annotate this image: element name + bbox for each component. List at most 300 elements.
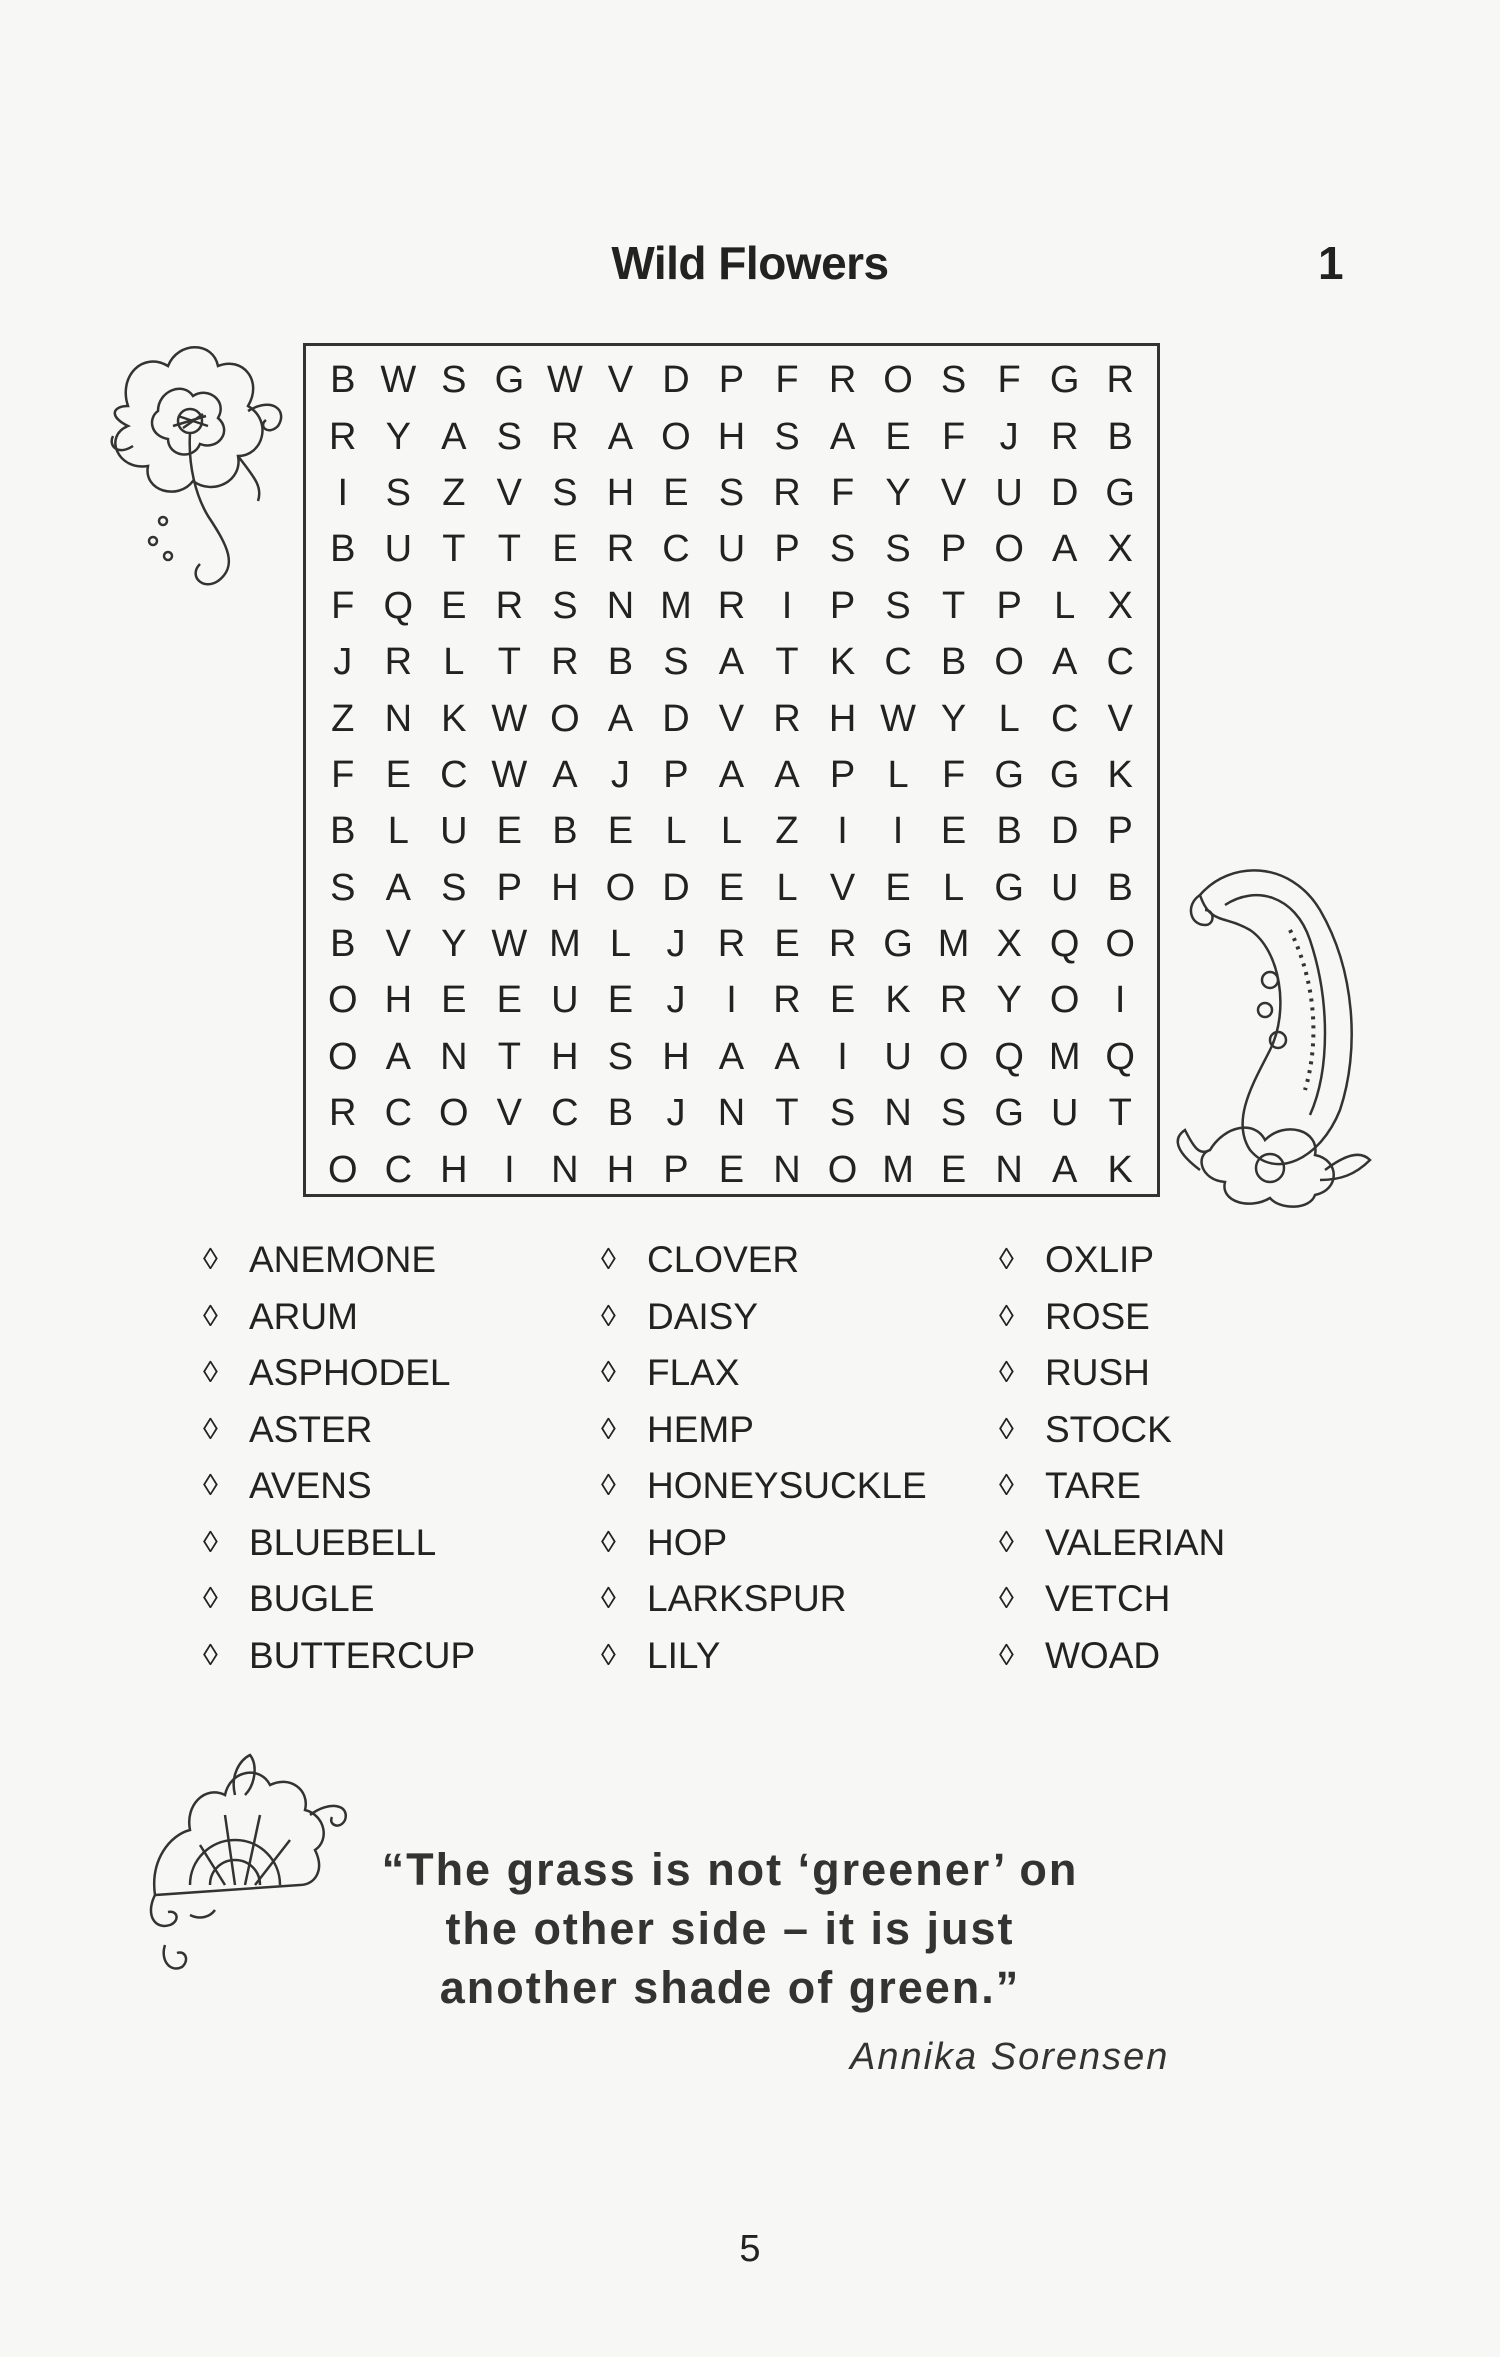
grid-cell[interactable]: S	[441, 866, 467, 909]
grid-cell[interactable]: M	[660, 584, 692, 627]
grid-cell[interactable]: O	[327, 1035, 358, 1078]
grid-cell[interactable]: O	[327, 1148, 358, 1191]
grid-cell[interactable]: U	[884, 1035, 912, 1078]
grid-cell[interactable]: J	[666, 1092, 686, 1135]
grid-cell[interactable]: E	[441, 584, 467, 627]
grid-row	[315, 465, 1148, 521]
grid-cell[interactable]: R	[717, 923, 746, 966]
grid-cell[interactable]: A	[774, 753, 800, 796]
grid-cell[interactable]: P	[829, 584, 856, 627]
grid-cell[interactable]: B	[552, 810, 578, 853]
word-label: LILY	[647, 1634, 721, 1676]
grid-cell[interactable]: D	[1050, 471, 1079, 514]
grid-cell[interactable]: O	[883, 359, 913, 402]
grid-cell[interactable]: H	[717, 415, 746, 458]
grid-cell[interactable]: O	[1049, 979, 1080, 1022]
paisley-flower-icon	[1170, 850, 1380, 1210]
grid-cell[interactable]: A	[829, 415, 856, 458]
diamond-bullet-icon: ◊	[601, 1299, 616, 1333]
grid-cell[interactable]: O	[661, 415, 691, 458]
grid-cell[interactable]: R	[1050, 415, 1079, 458]
grid-cell[interactable]: O	[439, 1092, 469, 1135]
grid-cell[interactable]: M	[1048, 1035, 1081, 1078]
grid-cell[interactable]: G	[1049, 753, 1080, 796]
grid-cell[interactable]: K	[1107, 753, 1133, 796]
word-label: ARUM	[249, 1295, 358, 1337]
grid-cell[interactable]: R	[773, 979, 801, 1022]
grid-cell[interactable]: C	[551, 1092, 579, 1135]
word-label: VALERIAN	[1045, 1521, 1226, 1563]
word-label: HOP	[647, 1521, 728, 1563]
grid-cell[interactable]: T	[497, 641, 521, 684]
grid-cell[interactable]: I	[837, 1035, 848, 1078]
grid-cell[interactable]: T	[775, 641, 799, 684]
word-label: HEMP	[647, 1408, 754, 1450]
word-label: BUGLE	[249, 1578, 375, 1620]
word-label: TARE	[1045, 1465, 1141, 1507]
grid-cell[interactable]: O	[994, 528, 1024, 571]
grid-cell[interactable]: Y	[940, 697, 967, 740]
grid-cell[interactable]: L	[443, 641, 465, 684]
grid-cell[interactable]: R	[1106, 359, 1134, 402]
grid-cell[interactable]: O	[605, 866, 636, 909]
diamond-bullet-icon: ◊	[601, 1525, 616, 1559]
grid-cell[interactable]: F	[997, 359, 1021, 402]
word-label: BLUEBELL	[249, 1521, 437, 1563]
grid-cell[interactable]: Q	[994, 1035, 1024, 1078]
grid-cell[interactable]: A	[1051, 641, 1078, 684]
grid-cell[interactable]: W	[546, 359, 583, 402]
word-label: CLOVER	[647, 1239, 800, 1281]
grid-cell[interactable]: S	[552, 584, 578, 627]
grid-cell[interactable]: S	[829, 528, 856, 571]
word-list	[203, 1232, 1303, 1692]
grid-cell[interactable]: X	[1107, 584, 1133, 627]
grid-cell[interactable]: Y	[441, 923, 467, 966]
grid-cell[interactable]: I	[337, 471, 349, 514]
grid-cell[interactable]: K	[885, 979, 911, 1022]
grid-cell[interactable]: H	[384, 979, 413, 1022]
grid-cell[interactable]: N	[440, 1035, 468, 1078]
word-label: OXLIP	[1045, 1239, 1154, 1281]
grid-cell[interactable]: T	[1108, 1092, 1132, 1135]
grid-cell[interactable]: P	[718, 359, 745, 402]
grid-cell[interactable]: S	[718, 471, 745, 514]
grid-cell[interactable]: H	[662, 1035, 690, 1078]
grid-cell[interactable]: O	[1105, 923, 1135, 966]
grid-cell[interactable]: S	[552, 471, 578, 514]
grid-cell[interactable]: Z	[775, 810, 799, 853]
grid-cell[interactable]: R	[828, 359, 857, 402]
grid-cell[interactable]: S	[829, 1092, 856, 1135]
word-list-item	[601, 1515, 927, 1572]
word-list-item	[601, 1232, 927, 1289]
grid-cell[interactable]: F	[331, 753, 355, 796]
diamond-bullet-icon: ◊	[601, 1582, 616, 1616]
grid-cell[interactable]: M	[882, 1148, 914, 1191]
grid-cell[interactable]: Z	[331, 697, 355, 740]
grid-cell[interactable]: R	[717, 584, 746, 627]
grid-cell[interactable]: U	[551, 979, 579, 1022]
grid-cell[interactable]: K	[441, 697, 467, 740]
grid-cell[interactable]: E	[885, 866, 911, 909]
henna-flower-icon	[88, 336, 298, 606]
grid-cell[interactable]: A	[718, 1035, 745, 1078]
grid-cell[interactable]: E	[496, 979, 523, 1022]
grid-cell[interactable]: L	[943, 866, 965, 909]
grid-cell[interactable]: F	[830, 471, 855, 514]
grid-cell[interactable]: B	[996, 810, 1022, 853]
grid-cell[interactable]: U	[440, 810, 468, 853]
word-list-item	[203, 1289, 475, 1346]
grid-cell[interactable]: N	[717, 1092, 746, 1135]
grid-cell[interactable]: K	[829, 641, 856, 684]
grid-cell[interactable]: R	[828, 923, 857, 966]
grid-cell[interactable]: D	[662, 866, 690, 909]
grid-cell[interactable]: E	[718, 866, 745, 909]
grid-cell[interactable]: A	[441, 415, 467, 458]
grid-cell[interactable]: E	[607, 810, 634, 853]
quote-line: the other side – it is just	[445, 1903, 1015, 1954]
grid-cell[interactable]: E	[885, 415, 911, 458]
grid-row	[315, 578, 1148, 634]
grid-cell[interactable]: U	[1050, 866, 1079, 909]
grid-cell[interactable]: L	[1054, 584, 1076, 627]
grid-cell[interactable]: H	[551, 1035, 579, 1078]
page-title: Wild Flowers	[611, 237, 889, 289]
grid-cell[interactable]: R	[773, 471, 801, 514]
word-label: ASPHODEL	[249, 1352, 451, 1394]
grid-cell[interactable]: Z	[442, 471, 466, 514]
grid-cell[interactable]: B	[1107, 415, 1133, 458]
grid-cell[interactable]: D	[662, 697, 690, 740]
grid-cell[interactable]: H	[440, 1148, 468, 1191]
grid-cell[interactable]: O	[938, 1035, 969, 1078]
grid-cell[interactable]: E	[829, 979, 856, 1022]
quote	[320, 1840, 1140, 2017]
grid-cell[interactable]: T	[442, 528, 466, 571]
grid-cell[interactable]: R	[773, 697, 801, 740]
grid-cell[interactable]: O	[994, 641, 1024, 684]
diamond-bullet-icon: ◊	[203, 1469, 218, 1503]
grid-cell[interactable]: S	[385, 471, 411, 514]
grid-cell[interactable]: S	[885, 584, 911, 627]
grid-cell[interactable]: Y	[885, 471, 911, 514]
grid-cell[interactable]: O	[550, 697, 580, 740]
word-list-item	[601, 1458, 927, 1515]
word-label: FLAX	[647, 1352, 740, 1394]
grid-cell[interactable]: R	[329, 1092, 357, 1135]
grid-cell[interactable]: V	[940, 471, 967, 514]
grid-cell[interactable]: D	[662, 359, 690, 402]
diamond-bullet-icon: ◊	[999, 1582, 1014, 1616]
grid-cell[interactable]: S	[441, 359, 467, 402]
grid-row	[315, 634, 1148, 690]
grid-cell[interactable]: C	[884, 641, 912, 684]
grid-cell[interactable]: W	[491, 753, 528, 796]
grid-cell[interactable]: I	[892, 810, 904, 853]
grid-cell[interactable]: N	[995, 1148, 1023, 1191]
grid-cell[interactable]: D	[1050, 810, 1079, 853]
grid-cell[interactable]: U	[384, 528, 413, 571]
grid-cell[interactable]: C	[440, 753, 468, 796]
diamond-bullet-icon: ◊	[601, 1356, 616, 1390]
word-label: AVENS	[249, 1465, 372, 1507]
grid-cell[interactable]: W	[491, 697, 528, 740]
grid-cell[interactable]: I	[726, 979, 737, 1022]
grid-cell[interactable]: U	[995, 471, 1023, 514]
grid-cell[interactable]: L	[387, 810, 409, 853]
grid-cell[interactable]: J	[666, 923, 686, 966]
word-list-item	[999, 1402, 1225, 1459]
word-list-item	[999, 1458, 1225, 1515]
grid-cell[interactable]: I	[837, 810, 848, 853]
grid-cell[interactable]: T	[497, 528, 521, 571]
grid-cell[interactable]: P	[774, 528, 800, 571]
grid-cell[interactable]: V	[829, 866, 856, 909]
puzzle-number: 1	[1318, 237, 1344, 289]
grid-cell[interactable]: M	[549, 923, 581, 966]
grid-cell[interactable]: B	[330, 810, 356, 853]
word-list-item	[601, 1402, 927, 1459]
grid-cell[interactable]: Y	[385, 415, 411, 458]
word-search-grid	[303, 343, 1160, 1197]
grid-cell[interactable]: O	[327, 979, 358, 1022]
diamond-bullet-icon: ◊	[999, 1299, 1014, 1333]
grid-cell[interactable]: L	[720, 810, 743, 853]
grid-cell[interactable]: N	[773, 1148, 801, 1191]
grid-cell[interactable]: N	[884, 1092, 912, 1135]
grid-row	[315, 972, 1148, 1028]
grid-cell[interactable]: P	[829, 753, 856, 796]
diamond-bullet-icon: ◊	[999, 1356, 1014, 1390]
grid-cell[interactable]: S	[940, 359, 967, 402]
grid-cell[interactable]: X	[996, 923, 1022, 966]
grid-cell[interactable]: A	[607, 415, 634, 458]
quote-line: another shade of green.”	[439, 1962, 1021, 2013]
grid-cell[interactable]: T	[497, 1035, 521, 1078]
diamond-bullet-icon: ◊	[203, 1299, 218, 1333]
grid-cell[interactable]: I	[1114, 979, 1126, 1022]
grid-cell[interactable]: C	[384, 1148, 413, 1191]
grid-cell[interactable]: B	[330, 359, 356, 402]
word-list-item	[601, 1571, 927, 1628]
grid-cell[interactable]: B	[330, 923, 356, 966]
grid-cell[interactable]: E	[774, 923, 800, 966]
grid-cell[interactable]: N	[384, 697, 413, 740]
grid-cell[interactable]: R	[606, 528, 635, 571]
grid-cell[interactable]: A	[385, 866, 411, 909]
grid-cell[interactable]: B	[607, 641, 634, 684]
grid-cell[interactable]: P	[663, 753, 689, 796]
grid-cell[interactable]: R	[384, 641, 413, 684]
grid-cell[interactable]: H	[606, 1148, 635, 1191]
diamond-bullet-icon: ◊	[999, 1525, 1014, 1559]
grid-cell[interactable]: V	[1107, 697, 1133, 740]
grid-cell[interactable]: B	[330, 528, 356, 571]
grid-cell[interactable]: S	[885, 528, 911, 571]
grid-cell[interactable]: E	[940, 1148, 967, 1191]
grid-cell[interactable]: A	[552, 753, 578, 796]
grid-cell[interactable]: E	[385, 753, 411, 796]
grid-cell[interactable]: S	[607, 1035, 634, 1078]
diamond-bullet-icon: ◊	[203, 1243, 218, 1277]
grid-cell[interactable]: F	[942, 415, 966, 458]
grid-cell[interactable]: R	[329, 415, 357, 458]
grid-cell[interactable]: S	[330, 866, 356, 909]
grid-cell[interactable]: C	[1106, 641, 1134, 684]
grid-cell[interactable]: S	[940, 1092, 967, 1135]
grid-cell[interactable]: V	[607, 359, 634, 402]
grid-cell[interactable]: L	[998, 697, 1020, 740]
word-label: BUTTERCUP	[249, 1634, 476, 1676]
word-label: DAISY	[647, 1295, 759, 1337]
word-list-item	[203, 1515, 475, 1572]
grid-cell[interactable]: C	[662, 528, 690, 571]
word-label: LARKSPUR	[647, 1578, 847, 1620]
grid-cell[interactable]: P	[940, 528, 967, 571]
grid-cell[interactable]: E	[663, 471, 689, 514]
page-number: 5	[739, 2228, 761, 2270]
grid-cell[interactable]: W	[880, 697, 917, 740]
grid-cell[interactable]: G	[883, 923, 913, 966]
grid-cell[interactable]: H	[828, 697, 857, 740]
diamond-bullet-icon: ◊	[601, 1638, 616, 1672]
grid-cell[interactable]: E	[718, 1148, 745, 1191]
grid-cell[interactable]: H	[551, 866, 579, 909]
word-list-item	[601, 1345, 927, 1402]
diamond-bullet-icon: ◊	[601, 1469, 616, 1503]
grid-cell[interactable]: B	[607, 1092, 634, 1135]
grid-cell[interactable]: N	[606, 584, 635, 627]
grid-cell[interactable]: V	[496, 471, 523, 514]
grid-cell[interactable]: X	[1107, 528, 1133, 571]
quote-author: Annika Sorensen	[850, 2036, 1170, 2078]
diamond-bullet-icon: ◊	[203, 1582, 218, 1616]
word-column	[999, 1232, 1225, 1684]
grid-cell[interactable]: P	[496, 866, 523, 909]
grid-cell[interactable]: C	[1050, 697, 1079, 740]
grid-cell[interactable]: F	[331, 584, 355, 627]
grid-cell[interactable]: G	[994, 753, 1024, 796]
word-label: VETCH	[1045, 1578, 1171, 1620]
grid-cell[interactable]: O	[827, 1148, 858, 1191]
grid-cell[interactable]: Q	[383, 584, 414, 627]
word-label: STOCK	[1045, 1408, 1172, 1450]
grid-cell[interactable]: F	[942, 753, 966, 796]
word-list-item	[999, 1289, 1225, 1346]
grid-cell[interactable]: A	[1051, 528, 1078, 571]
word-list-item	[999, 1628, 1225, 1685]
grid-row	[315, 408, 1148, 464]
grid-cell[interactable]: L	[665, 810, 687, 853]
grid-cell[interactable]: G	[494, 359, 525, 402]
grid-cell[interactable]: J	[333, 641, 353, 684]
grid-cell[interactable]: E	[441, 979, 467, 1022]
grid-cell[interactable]: A	[718, 641, 745, 684]
grid-row	[315, 1141, 1148, 1197]
grid-cell[interactable]: A	[774, 1035, 800, 1078]
grid-cell[interactable]: R	[939, 979, 968, 1022]
grid-cell[interactable]: S	[496, 415, 523, 458]
word-list-item	[203, 1458, 475, 1515]
grid-cell[interactable]: W	[380, 359, 417, 402]
word-column	[203, 1232, 475, 1684]
grid-cell[interactable]: P	[1107, 810, 1133, 853]
grid-cell[interactable]: Y	[996, 979, 1022, 1022]
word-label: ASTER	[249, 1408, 373, 1450]
grid-cell[interactable]: H	[606, 471, 635, 514]
grid-cell[interactable]: A	[385, 1035, 411, 1078]
grid-cell[interactable]: Q	[1105, 1035, 1135, 1078]
grid-cell[interactable]: E	[552, 528, 578, 571]
grid-cell[interactable]: U	[717, 528, 746, 571]
grid-cell[interactable]: F	[775, 359, 799, 402]
grid-cell[interactable]: R	[551, 415, 579, 458]
grid-cell[interactable]: B	[940, 641, 967, 684]
grid-cell[interactable]: T	[942, 584, 966, 627]
grid-row	[315, 690, 1148, 746]
diamond-bullet-icon: ◊	[203, 1356, 218, 1390]
diamond-bullet-icon: ◊	[999, 1412, 1014, 1446]
grid-cell[interactable]: L	[887, 753, 909, 796]
grid-cell[interactable]: R	[551, 641, 579, 684]
grid-cell[interactable]: W	[491, 923, 528, 966]
grid-cell[interactable]: V	[496, 1092, 523, 1135]
grid-cell[interactable]: S	[774, 415, 800, 458]
grid-cell[interactable]: G	[1105, 471, 1135, 514]
grid-cell[interactable]: E	[607, 979, 634, 1022]
grid-cell[interactable]: S	[663, 641, 689, 684]
grid-cell[interactable]: U	[1050, 1092, 1079, 1135]
grid-cell[interactable]: G	[994, 1092, 1024, 1135]
grid-cell[interactable]: A	[718, 753, 745, 796]
grid-cell[interactable]: J	[999, 415, 1019, 458]
grid-cell[interactable]: T	[775, 1092, 799, 1135]
grid-cell[interactable]: B	[1107, 866, 1133, 909]
grid-cell[interactable]: E	[496, 810, 523, 853]
diamond-bullet-icon: ◊	[203, 1638, 218, 1672]
diamond-bullet-icon: ◊	[203, 1412, 218, 1446]
grid-cell[interactable]: A	[1051, 1148, 1078, 1191]
grid-cell[interactable]: I	[781, 584, 793, 627]
grid-cell[interactable]: L	[609, 923, 631, 966]
grid-cell[interactable]: L	[776, 866, 798, 909]
grid-cell[interactable]: I	[504, 1148, 515, 1191]
diamond-bullet-icon: ◊	[999, 1243, 1014, 1277]
grid-cell[interactable]: K	[1107, 1148, 1133, 1191]
grid-cell[interactable]: G	[1049, 359, 1080, 402]
word-label: ROSE	[1045, 1295, 1150, 1337]
grid-cell[interactable]: J	[666, 979, 686, 1022]
grid-cell[interactable]: V	[718, 697, 745, 740]
grid-cell[interactable]: P	[663, 1148, 689, 1191]
grid-cell[interactable]: E	[940, 810, 967, 853]
grid-cell[interactable]: M	[937, 923, 970, 966]
grid-cell[interactable]: N	[551, 1148, 579, 1191]
grid-cell[interactable]: V	[385, 923, 411, 966]
diamond-bullet-icon: ◊	[203, 1525, 218, 1559]
word-list-item	[999, 1571, 1225, 1628]
grid-cell[interactable]: A	[607, 697, 634, 740]
word-label: RUSH	[1045, 1352, 1150, 1394]
grid-cell[interactable]: R	[495, 584, 524, 627]
grid-cell[interactable]: C	[384, 1092, 413, 1135]
grid-cell[interactable]: Q	[1049, 923, 1080, 966]
grid-cell[interactable]: P	[996, 584, 1022, 627]
grid-cell[interactable]: J	[610, 753, 630, 796]
grid-cell[interactable]: G	[994, 866, 1024, 909]
